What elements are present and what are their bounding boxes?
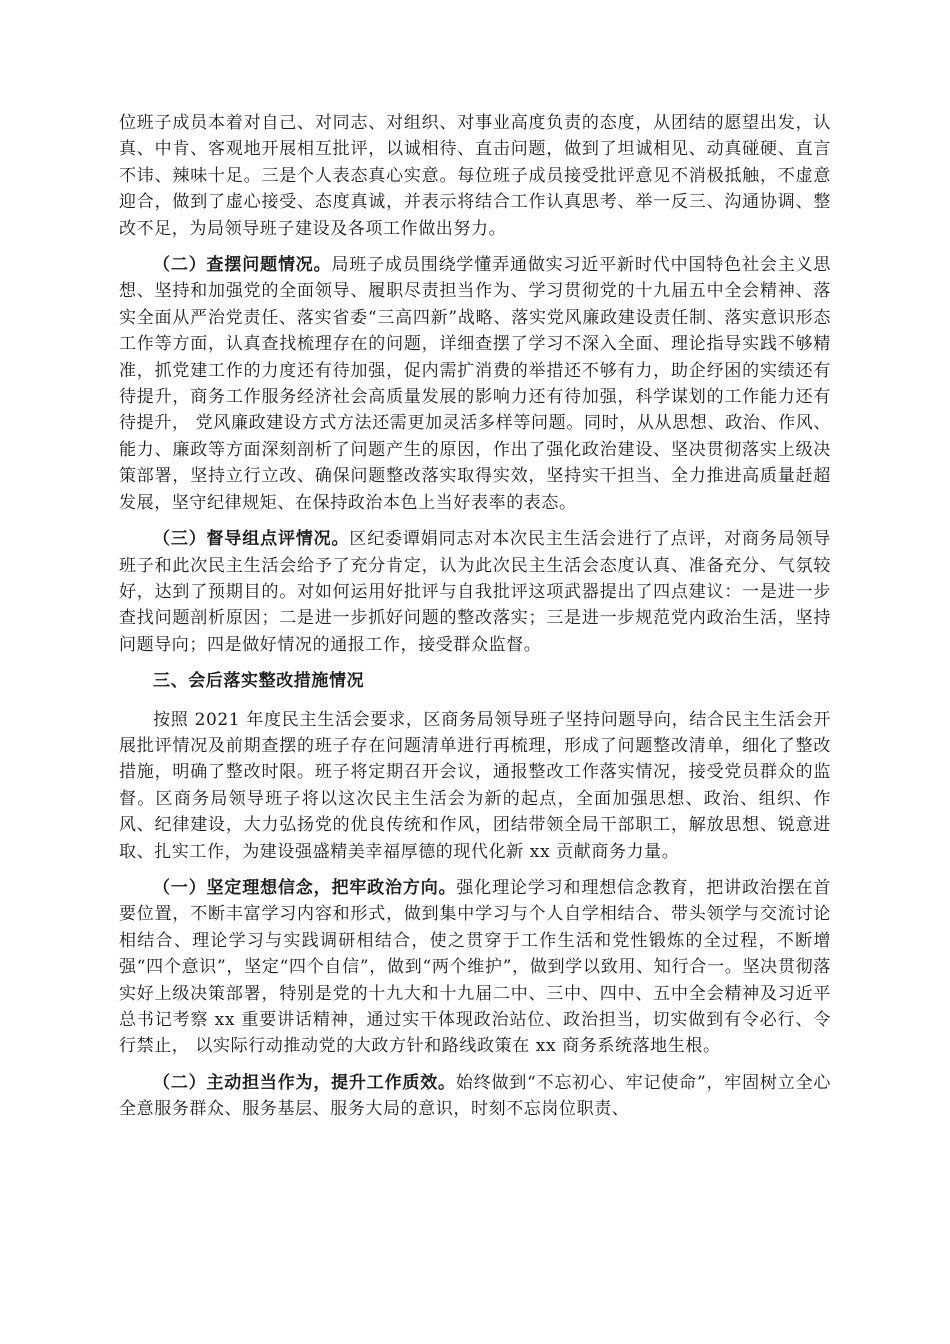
section-lead-responsibility: （二）主动担当作为，提升工作质效。 <box>153 1072 456 1093</box>
section-lead-supervision: （三）督导组点评情况。 <box>153 529 350 550</box>
section-heading-rectification: 三、会后落实整改措施情况 <box>153 671 365 692</box>
paragraph-text: 局班子成员围绕学懂弄通做实习近平新时代中国特色社会主义思想、坚持和加强党的全面领导、履职尽责担当作为、学习贯彻党的十九届五中全会精神、落实全面从严治党责任、落实省委“三高四新”战略、落实党风廉政建设责任制、落实意识形态工作等方面，认真查找梳理存在的问题，详细查摆了学习不深入全面、理论指导实践不够精准，抓党建工作的力度还有待加强，促内需扩消费的举措还不够有力，助企纾困的实绩还有待提升，商务工作服务经济社会高质量发展的影响力还有待加强，科学谋划的工作能力还有待提升， 党风廉政建设方式方法还需更加灵活多样等问题。同时，从从思想、政治、作风、能力、廉政等方面深刻剖析了问题产生的原因，作出了强化政治建设、坚决贯彻落实上级决策部署，坚持立行立改、确保问题整改落实取得实效，坚持实干担当、全力推进高质量赶超发展，坚守纪律规矩、在保持政治本色上当好表率的表态。 <box>119 255 831 513</box>
paragraph-text: 位班子成员本着对自己、对同志、对组织、对事业高度负责的态度，从团结的愿望出发，认真、中肯、客观地开展相互批评，以诚相待、直击问题，做到了坦诚相见、动真碰硬、直言不讳、辣味十足。三是个人表态真心实意。每位班子成员接受批评意见不消极抵触，不虚意迎合，做到了虚心接受、态度真诚，并表示将结合工作认真思考、举一反三、沟通协调、整改不足，为局领导班子建设及各项工作做出努力。 <box>119 113 831 239</box>
paragraph-text: 区纪委谭娟同志对本次民主生活会进行了点评，对商务局领导班子和此次民主生活会给予了充分肯定，认为此次民主生活会态度认真、准备充分、气氛较好，达到了预期目的。对如何运用好批评与自我批评这项武器提出了四点建议：一是进一步查找问题剖析原因；二是进一步抓好问题的整改落实；三是进一步规范党内政治生活，坚持问题导向；四是做好情况的通报工作，接受群众监督。 <box>119 529 831 655</box>
section-lead-ideals: （一）坚定理想信念，把牢政治方向。 <box>153 877 457 898</box>
document-page <box>119 110 831 1133</box>
paragraph-text: 强化理论学习和理想信念教育，把讲政治摆在首要位置，不断丰富学习内容和形式，做到集中学习与个人自学相结合、带头领学与交流讨论相结合、理论学习与实践调研相结合，使之贯穿于工作生活和党性锻炼的全过程，不断增强“四个意识”，坚定“四个自信”，做到“两个维护”，做到学以致用、知行合一。坚决贯彻落实好上级决策部署，特别是党的十九大和十九届二中、三中、四中、五中全会精神及习近平总书记考察 xx 重要讲话精神，通过实干体现政治站位、政治担当，切实做到有令必行、令行禁止， 以实际行动推动党的大政方针和路线政策在 xx 商务系统落地生根。 <box>119 877 831 1057</box>
paragraph-supervision-comments <box>119 526 831 658</box>
paragraph-self-criticism-continued <box>119 110 831 242</box>
paragraph-problem-review <box>119 252 831 516</box>
paragraph-rectification-overview <box>119 707 831 865</box>
paragraph-ideals-beliefs <box>119 875 831 1060</box>
paragraph-text: 按照 2021 年度民主生活会要求，区商务局领导班子坚持问题导向，结合民主生活会开展批评情况及前期查摆的班子存在问题清单进行再梳理，形成了问题整改清单，细化了整改措施，明确了整改时限。班子将定期召开会议，通报整改工作落实情况，接受党员群众的监督。区商务局领导班子将以这次民主生活会为新的起点，全面加强思想、政治、组织、作风、纪律建设，大力弘扬党的优良传统和作风，团结带领全局干部职工，解放思想、锐意进取、扎实工作，为建设强盛精美幸福厚德的现代化新 xx 贡献商务力量。 <box>119 709 831 862</box>
paragraph-text: 始终做到“不忘初心、牢记使命”，牢固树立全心全意服务群众、服务基层、服务大局的意识，时刻不忘岗位职责、 <box>119 1072 831 1120</box>
section-lead-problem-review: （二）查摆问题情况。 <box>153 255 332 276</box>
paragraph-take-responsibility <box>119 1070 831 1123</box>
